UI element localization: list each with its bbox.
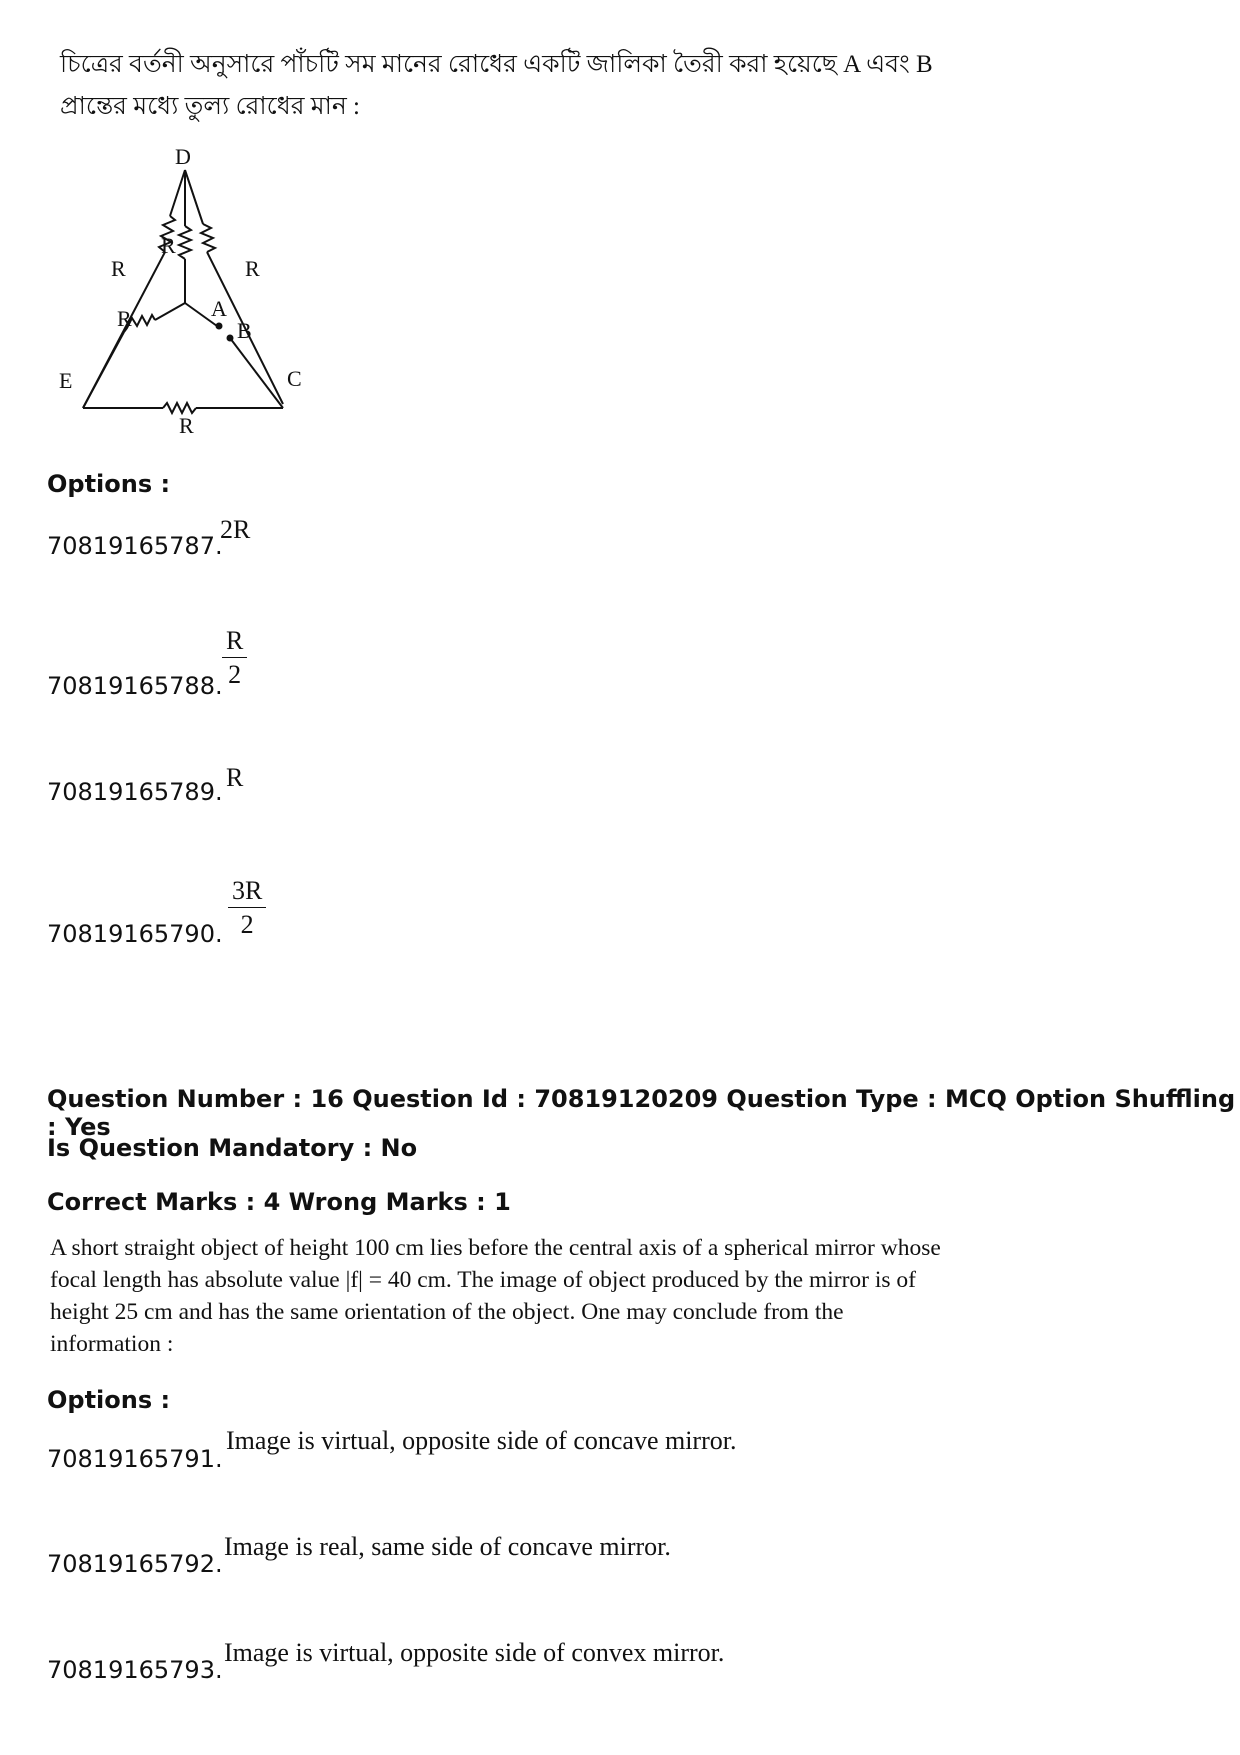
option-text: Image is virtual, opposite side of concave mirror. (226, 1426, 737, 1455)
label-d: D (175, 144, 191, 169)
resistor-right (201, 224, 215, 252)
option-text: Image is real, same side of concave mirror. (224, 1532, 671, 1561)
wire-inner-e (83, 332, 124, 408)
options-label: Options : (47, 1386, 171, 1414)
option-text: Image is virtual, opposite side of convex mirror. (224, 1638, 725, 1667)
option-id: 70819165787. (47, 532, 223, 560)
option-id: 70819165793. (47, 1656, 223, 1684)
question-marks: Correct Marks : 4 Wrong Marks : 1 (47, 1188, 511, 1216)
question-text-bengali: চিত্রের বর্তনী অনুসারে পাঁচটি সম মানের রোধের একটি জালিকা তৈরী করা হয়েছে A এবং B প্রান্তের মধ্যে তুল্য রোধের মান : (60, 51, 933, 120)
wire-d-c-upper (185, 170, 203, 224)
option-fraction (228, 876, 266, 940)
fraction-numerator: R (222, 626, 247, 658)
resistor-bottom (163, 403, 196, 413)
label-e: E (59, 368, 73, 393)
label-r-inner: R (117, 306, 132, 331)
terminal-a (216, 323, 223, 330)
label-r-right: R (245, 256, 260, 281)
label-c: C (287, 366, 302, 391)
question-header: Question Number : 16 Question Id : 70819120209 Question Type : MCQ Option Shuffling : Yes (47, 1085, 1236, 1141)
wire-b-c (230, 338, 283, 408)
wire-d-e (170, 170, 185, 216)
option-fraction (222, 626, 247, 690)
option-id: 70819165792. (47, 1550, 223, 1578)
option-id: 70819165790. (47, 920, 223, 948)
resistor-center (179, 226, 191, 259)
wire-center-inner (155, 303, 185, 320)
option-value: R (226, 763, 244, 792)
label-r-bottom: R (179, 413, 194, 438)
label-r-left: R (111, 256, 126, 281)
label-b: B (237, 318, 252, 343)
fraction-denominator: 2 (240, 910, 254, 939)
option-id: 70819165791. (47, 1445, 223, 1473)
label-r-center: R (161, 233, 176, 258)
option-value: 2R (220, 515, 251, 544)
label-a: A (211, 296, 227, 321)
option-id: 70819165789. (47, 778, 223, 806)
resistor-network-figure (55, 144, 315, 448)
question-text: A short straight object of height 100 cm lies before the central axis of a spherical mirror whose focal length has absolute value |f| = 40 cm. The image of object produced by the mirror is of height 25 cm and has the same orientation of the object. One may conclude from the information : (50, 1235, 941, 1357)
question-mandatory: Is Question Mandatory : No (47, 1134, 418, 1162)
option-id: 70819165788. (47, 672, 223, 700)
fraction-denominator: 2 (228, 660, 242, 689)
fraction-numerator: 3R (228, 876, 266, 908)
options-label: Options : (47, 470, 171, 498)
